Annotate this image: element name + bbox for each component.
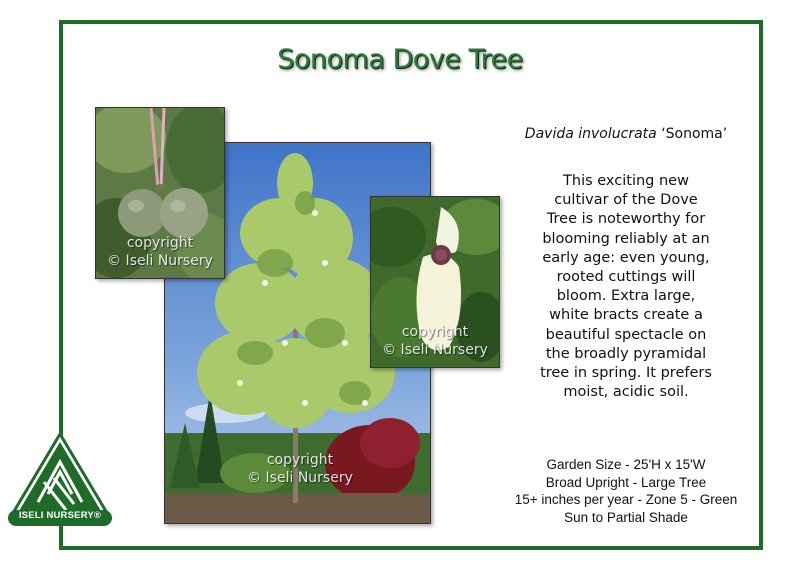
description-line: beautiful spectacle on	[545, 326, 707, 343]
watermark: copyright © Iseli Nursery	[382, 324, 488, 358]
description-line: blooming reliably at an	[542, 230, 710, 247]
description-line: Tree is noteworthy for	[546, 211, 706, 228]
plant-specs	[498, 456, 754, 526]
page-title: Sonoma Dove Tree	[277, 44, 523, 75]
cultivar-name: ‘Sonoma’	[661, 126, 728, 142]
description-line: moist, acidic soil.	[563, 384, 689, 401]
description-line: rooted cuttings will	[556, 269, 696, 286]
description-line: tree in spring. It prefers	[540, 365, 712, 382]
description-line: cultivar of the Dove	[554, 192, 698, 209]
logo-wordmark: ISELI NURSERY®	[18, 510, 102, 521]
watermark: copyright © Iseli Nursery	[247, 452, 353, 486]
watermark: copyright © Iseli Nursery	[107, 235, 213, 269]
description-line: This exciting new	[563, 173, 689, 189]
genus-species: Davida involucrata	[524, 126, 657, 142]
seed-pod-photo	[95, 107, 225, 279]
description-line: the broadly pyramidal	[545, 345, 707, 362]
spec-exposure: Sun to Partial Shade	[564, 509, 688, 525]
flower-photo	[370, 196, 500, 368]
spec-growth-zone: 15+ inches per year - Zone 5 - Green	[514, 492, 738, 507]
spec-garden-size: Garden Size - 25'H x 15'W	[546, 457, 706, 472]
description-line: bloom. Extra large,	[556, 288, 696, 305]
description-line: early age: even young,	[542, 249, 710, 266]
plant-description	[510, 172, 742, 402]
spec-habit: Broad Upright - Large Tree	[545, 474, 707, 490]
description-line: white bracts create a	[549, 307, 703, 324]
botanical-name	[508, 126, 744, 142]
